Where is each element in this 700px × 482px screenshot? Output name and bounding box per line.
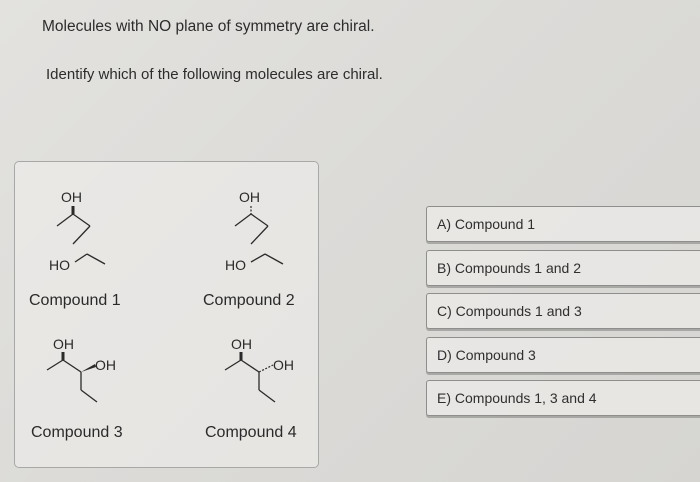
option-e-label: E) Compounds 1, 3 and 4: [437, 390, 597, 406]
compound-3-label: Compound 3: [31, 424, 123, 441]
option-d-button[interactable]: [426, 337, 700, 373]
compound-1-ho-text: HO: [49, 257, 70, 273]
compound-4-structure: [219, 330, 339, 410]
compound-2-structure: [213, 184, 323, 274]
compound-2-label: Compound 2: [203, 292, 295, 309]
structures-panel: [14, 161, 319, 468]
compound-4-label: Compound 4: [205, 424, 297, 441]
compound-4-oh-side-text: OH: [273, 357, 294, 373]
option-c-label: C) Compounds 1 and 3: [437, 303, 582, 319]
option-c-button[interactable]: [426, 293, 700, 329]
option-d-label: D) Compound 3: [437, 347, 536, 363]
compound-1-structure: [35, 184, 145, 274]
compound-3-oh-side-text: OH: [95, 357, 116, 373]
question-instruction: Identify which of the following molecules are chiral.: [46, 66, 383, 83]
option-e-button[interactable]: [426, 380, 700, 416]
compound-1-label: Compound 1: [29, 292, 121, 309]
compound-2-ho-text: HO: [225, 257, 246, 273]
option-b-button[interactable]: [426, 250, 700, 286]
option-a-button[interactable]: [426, 206, 700, 242]
compound-4-oh-top-text: OH: [231, 336, 252, 352]
compound-3-structure: [41, 330, 161, 410]
compound-2-oh-text: OH: [239, 189, 260, 205]
option-a-label: A) Compound 1: [437, 216, 536, 232]
compound-1-oh-text: OH: [61, 189, 82, 205]
question-statement: Molecules with NO plane of symmetry are chiral.: [42, 18, 375, 35]
option-b-label: B) Compounds 1 and 2: [437, 260, 581, 276]
compound-3-oh-top-text: OH: [53, 336, 74, 352]
